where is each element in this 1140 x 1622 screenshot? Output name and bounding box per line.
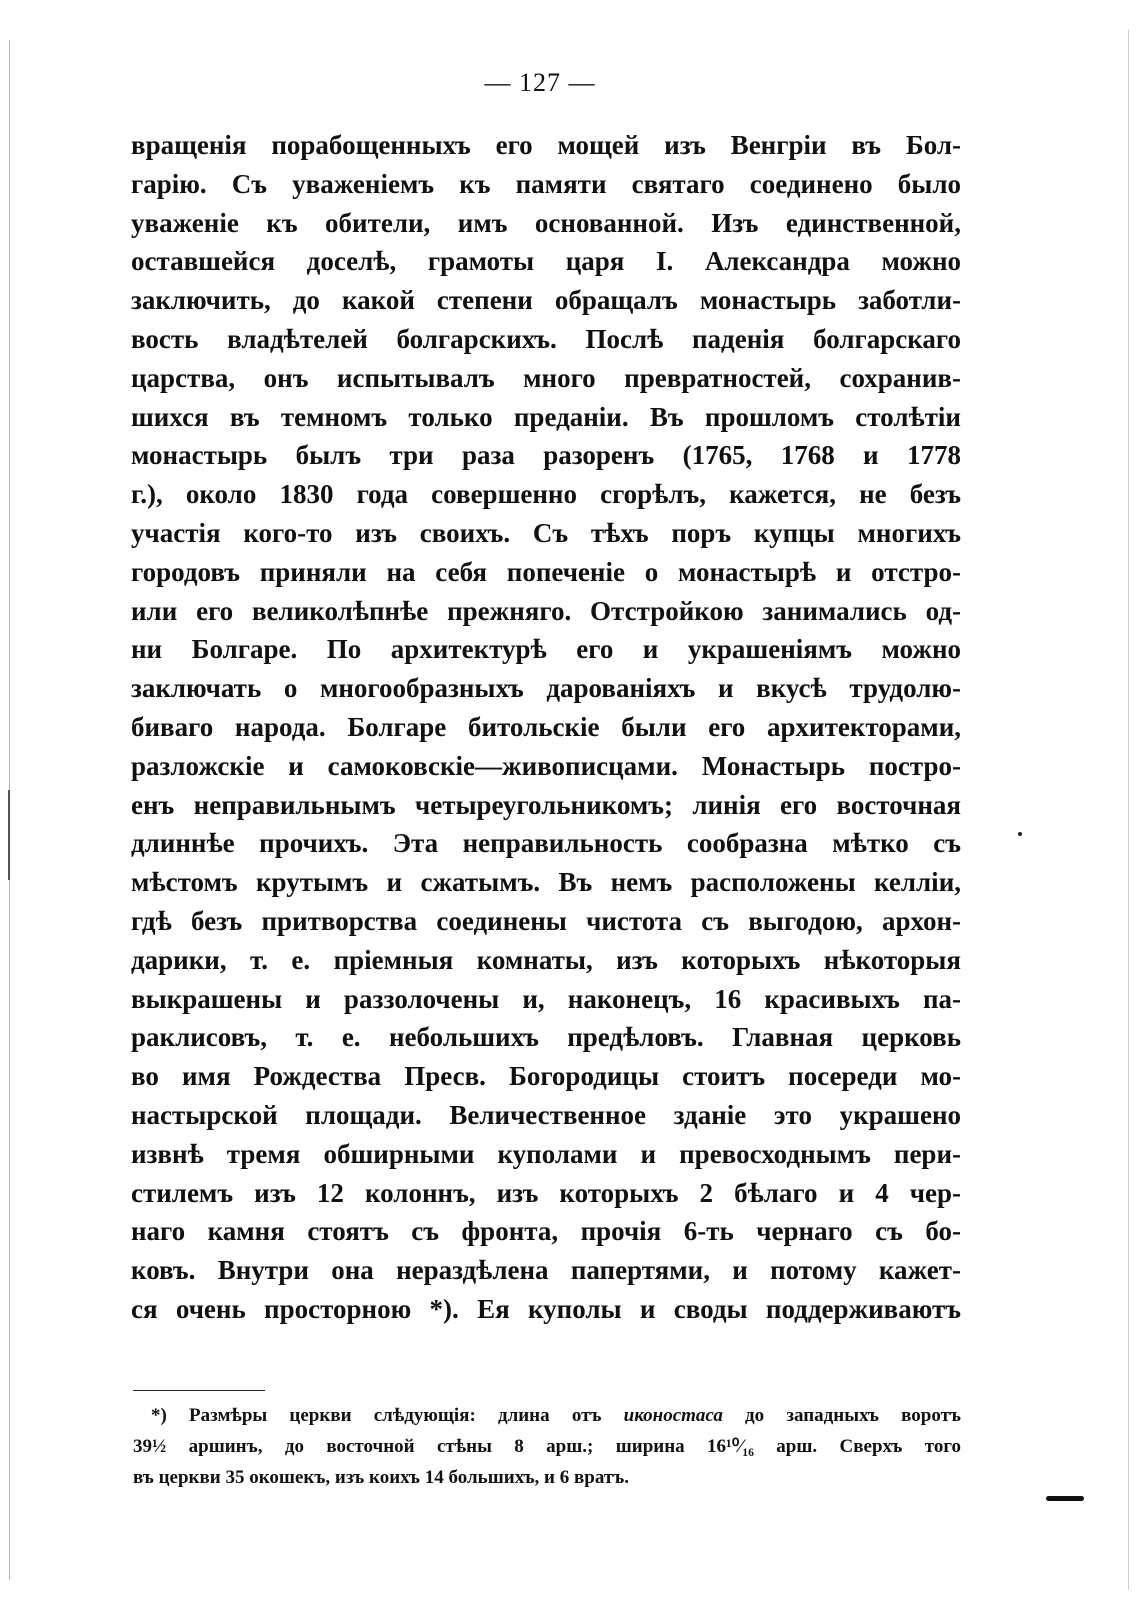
footnote-line [133,1400,961,1431]
footnote-text: *) Размѣры церкви слѣдующія: длина отъ [151,1405,624,1426]
text-line: участія кого-то изъ своихъ. Съ тѣхъ поръ купцы многихъ [131,517,961,548]
text-line: или его великолѣпнѣе прежняго. Отстройкою занимались од- [131,595,961,626]
text-line: городовъ приняли на себя попеченіе о монастырѣ и отстро- [131,556,961,587]
text-line: вость владѣтелей болгарскихъ. Послѣ паденія болгарскаго [131,323,961,354]
text-line: ковъ. Внутри она нераздѣлена папертями, и потому кажет- [131,1255,961,1286]
text-line: гдѣ безъ притворства соединены чистота съ выгодою, архон- [131,905,961,936]
text-line: во имя Рождества Пресв. Богородицы стоитъ посереди мо- [131,1061,961,1092]
text-line: уваженіе къ обители, имъ основанной. Изъ единственной, [131,207,961,238]
text-line: биваго народа. Болгаре битольскіе были его архитекторами, [131,711,961,742]
text-line: извнѣ тремя обширными куполами и превосходнымъ пери- [131,1138,961,1169]
text-line: енъ неправильнымъ четыреугольникомъ; линія его восточная [131,789,961,820]
footnote-text: до западныхъ воротъ [722,1405,961,1426]
text-line: оставшейся доселѣ, грамоты царя I. Александра можно [131,246,961,277]
text-line: ни Болгаре. По архитектурѣ его и украшеніямъ можно [131,634,961,665]
footnote-line: въ церкви 35 окошекъ, изъ коихъ 14 большихъ, и 6 вратъ. [133,1467,629,1488]
footnote-divider [133,1390,265,1391]
text-line: гарію. Съ уваженіемъ къ памяти святаго соединено было [131,168,961,199]
footnote-italic-word: иконостаса [623,1405,723,1426]
footnote-line: 39½ аршинъ, до восточной стѣны 8 арш.; ширина 16¹⁰⁄₁₆ арш. Сверхъ того [133,1436,961,1457]
text-line: шихся въ темномъ только преданіи. Въ прошломъ столѣтіи [131,401,961,432]
text-line: г.), около 1830 года совершенно сгорѣлъ, кажется, не безъ [131,479,961,510]
text-line: длиннѣе прочихъ. Эта неправильность сообразна мѣтко съ [131,828,961,859]
text-line: мѣстомъ крутымъ и сжатымъ. Въ немъ расположены келліи, [131,867,961,898]
text-line: раклисовъ, т. е. небольшихъ предѣловъ. Главная церковь [131,1022,961,1053]
page-edge-mark [8,790,10,880]
text-line: стилемъ изъ 12 колоннъ, изъ которыхъ 2 бѣлаго и 4 чер- [131,1177,961,1208]
text-line: царства, онъ испытывалъ много превратностей, сохранив- [131,362,961,393]
text-line: выкрашены и раззолочены и, наконецъ, 16 красивыхъ па- [131,983,961,1014]
ink-speck [1018,832,1022,836]
text-line: заключать о многообразныхъ дарованіяхъ и вкусѣ трудолю- [131,673,961,704]
body-text [131,126,961,1329]
text-line: наго камня стоятъ съ фронта, прочія 6-ть чернаго съ бо- [131,1216,961,1247]
text-line: дарики, т. е. пріемныя комнаты, изъ которыхъ нѣкоторыя [131,944,961,975]
text-line: разложскіе и самоковскіе—живописцами. Монастырь постро- [131,750,961,781]
page-edge-right [1128,30,1129,1590]
text-line: вращенія порабощенныхъ его мощей изъ Венгріи въ Бол- [131,130,961,160]
footnote [133,1400,961,1493]
text-line: заключить, до какой степени обращалъ монастырь заботли- [131,285,961,316]
page-number: — 127 — [484,68,596,97]
ink-smudge [1046,1496,1084,1501]
text-line: монастырь былъ три раза разоренъ (1765, 1768 и 1778 [131,440,961,471]
text-line: ся очень просторною *). Ея куполы и своды поддерживаютъ [131,1293,961,1324]
text-line: настырской площади. Величественное зданіе это украшено [131,1099,961,1130]
